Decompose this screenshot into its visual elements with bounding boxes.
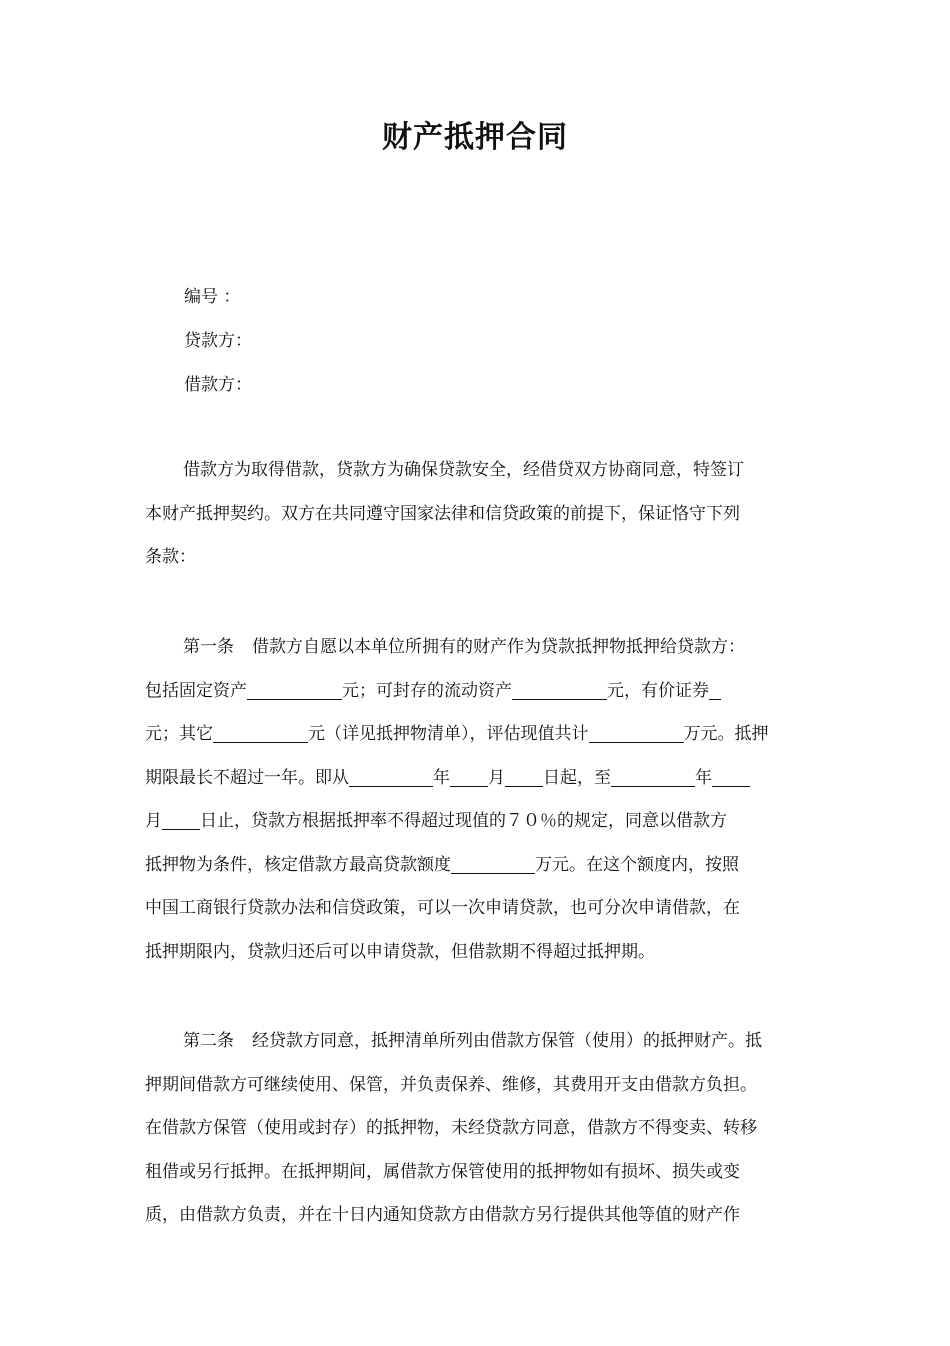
end-year-blank	[611, 768, 695, 787]
article-2-line: 质，由借款方负责，并在十日内通知贷款方由借款方另行提供其他等值的财产作	[145, 1205, 740, 1225]
article-2-line: 在借款方保管（使用或封存）的抵押物，未经贷款方同意，借款方不得变卖、转移	[145, 1118, 757, 1138]
start-month-blank	[450, 768, 488, 787]
article-1-line: 期限最长不超过一年。即从 年 月 日起，至 年	[145, 757, 807, 801]
article-1-line: 第一条 借款方自愿以本单位所拥有的财产作为贷款抵押物抵押给贷款方：	[183, 637, 745, 657]
intro-line: 本财产抵押契约。双方在共同遵守国家法律和信贷政策的前提下，保证恪守下列	[145, 503, 740, 524]
end-day-blank	[162, 811, 200, 830]
intro-line: 条款：	[145, 547, 196, 567]
article-2-heading: 第二条	[183, 1031, 234, 1051]
start-day-blank	[505, 768, 543, 787]
article-2-line: 第二条 经贷款方同意，抵押清单所列由借款方保管（使用）的抵押财产。抵	[183, 1031, 762, 1051]
article-1-heading: 第一条	[183, 637, 234, 657]
fixed-assets-blank	[247, 681, 342, 700]
borrower-field: 借款方：	[184, 375, 252, 395]
article-1-line: 包括固定资产 元；可封存的流动资产 元，有价证券	[145, 670, 807, 714]
other-assets-blank	[213, 724, 308, 743]
valuation-blank	[589, 724, 684, 743]
max-loan-blank	[451, 855, 535, 874]
intro-line: 借款方为取得借款，贷款方为确保贷款安全，经借贷双方协商同意，特签订	[183, 460, 744, 480]
article-2-line: 租借或另行抵押。在抵押期间，属借款方保管使用的抵押物如有损坏、损失或变	[145, 1161, 740, 1182]
article-1-line: 月 日止，贷款方根据抵押率不得超过现值的７０％的规定，同意以借款方	[145, 811, 727, 831]
article-1-line: 元；其它 元（详见抵押物清单），评估现值共计 万元。抵押	[145, 724, 769, 744]
document-title: 财产抵押合同	[382, 120, 568, 155]
article-2-line: 押期间借款方可继续使用、保管，并负责保养、维修，其费用开支由借款方负担。	[145, 1074, 757, 1095]
lender-field: 贷款方：	[184, 331, 252, 351]
article-1-line: 中国工商银行贷款办法和信贷政策，可以一次申请贷款，也可分次申请借款，在	[145, 898, 740, 918]
securities-blank	[709, 681, 721, 700]
current-assets-blank	[512, 681, 607, 700]
article-1	[145, 626, 807, 974]
article-1-line: 抵押期限内，贷款归还后可以申请贷款，但借款期不得超过抵押期。	[145, 941, 655, 962]
start-year-blank	[349, 768, 433, 787]
article-2	[145, 1020, 807, 1238]
contract-number-field: 编号 ：	[184, 287, 241, 307]
intro-paragraph	[145, 449, 807, 580]
end-month-blank	[712, 768, 750, 787]
article-1-line: 抵押物为条件，核定借款方最高贷款额度 万元。在这个额度内，按照	[145, 854, 739, 875]
